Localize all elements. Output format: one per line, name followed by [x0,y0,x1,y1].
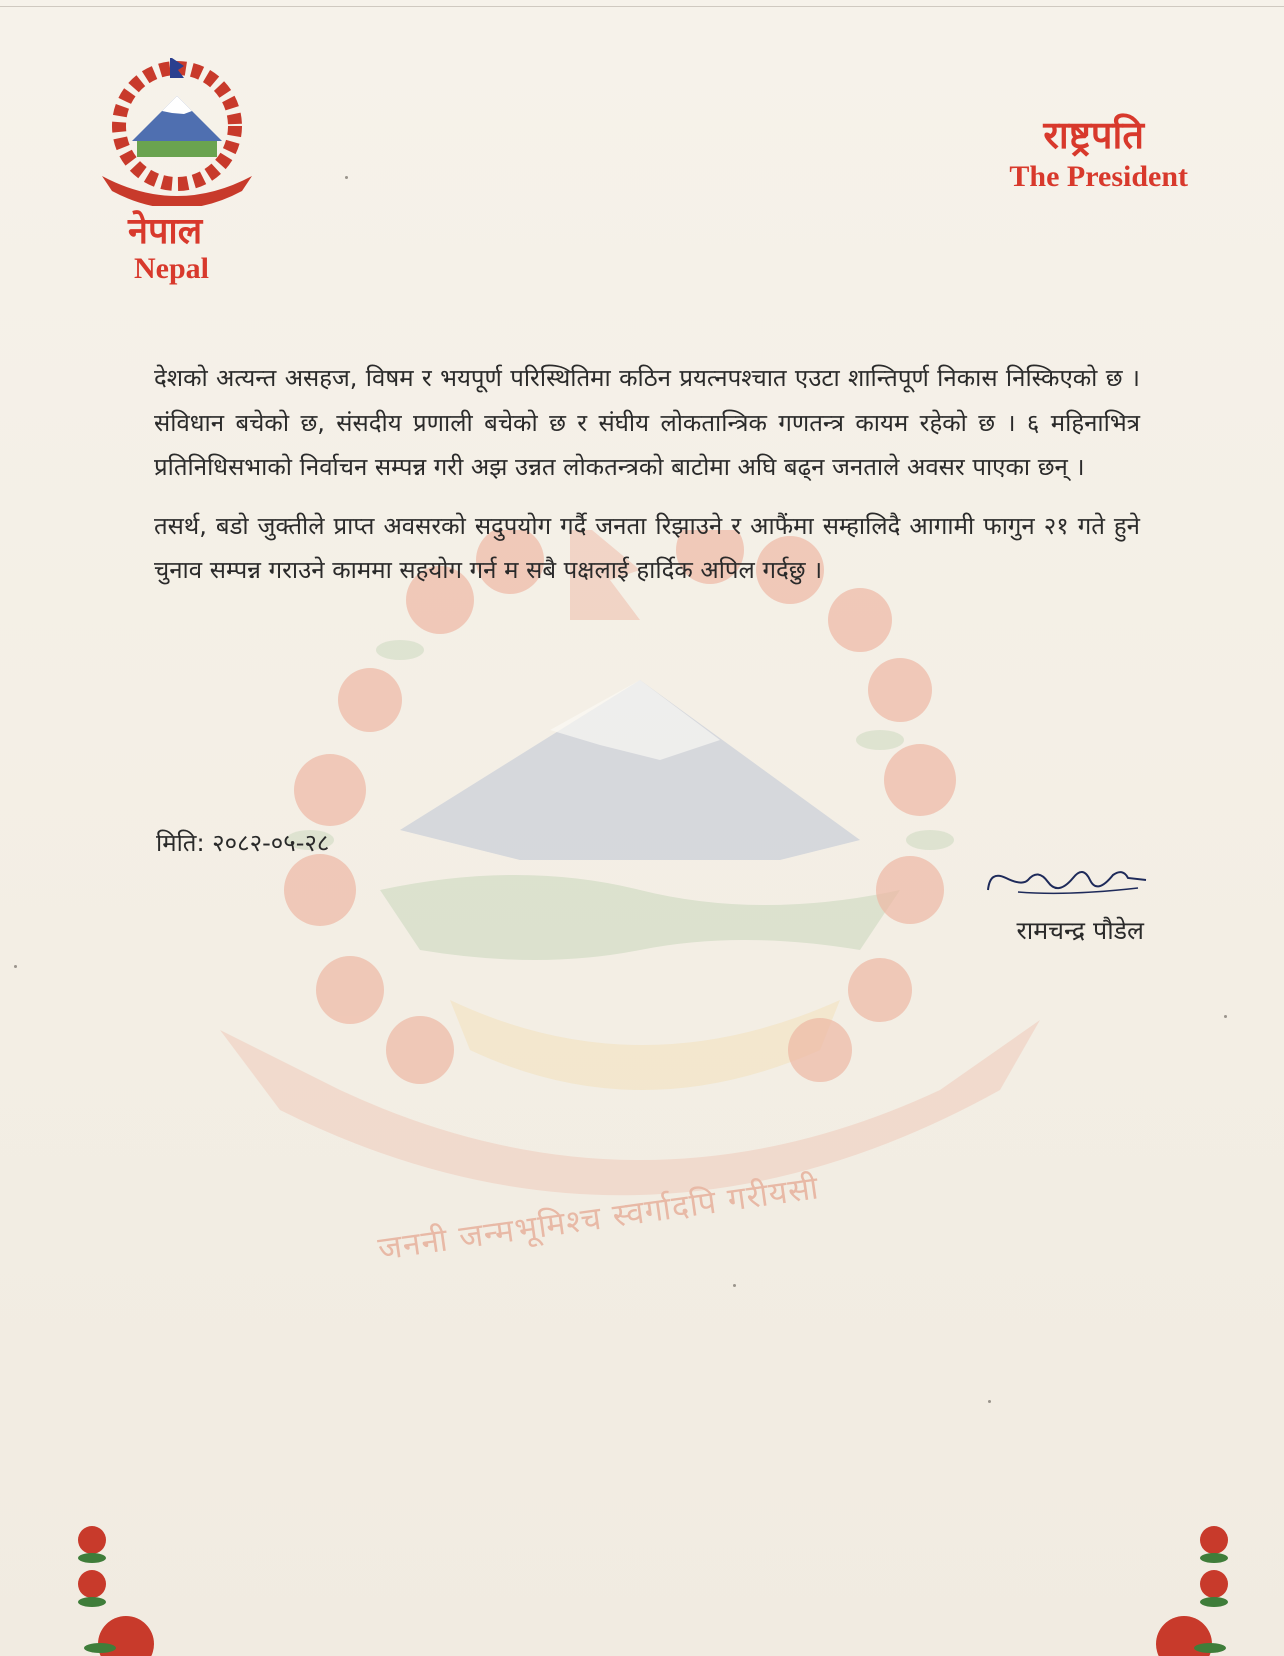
top-border [0,6,1284,7]
coat-of-arms-watermark [220,530,1100,1290]
letter-date: मिति: २०८२-०५-२८ [156,829,330,857]
handwritten-signature [978,850,1148,910]
watermark-motto: जननी जन्मभूमिश्च स्वर्गादपि गरीयसी [375,1168,822,1268]
paper-speck [733,1284,736,1287]
country-name-english: Nepal [134,252,209,285]
country-name-nepali: नेपाल [128,210,203,252]
signatory-name: रामचन्द्र पौडेल [1016,916,1144,945]
nepal-emblem [92,56,262,206]
office-title-english: The President [1009,160,1188,193]
paper-speck [14,965,17,968]
office-title-nepali: राष्ट्रपति [1043,112,1144,157]
paper-speck [988,1400,991,1403]
rhododendron-corner-left-icon [70,1520,170,1656]
letter-body [154,356,1140,607]
paper-speck [1224,1015,1227,1018]
rhododendron-corner-right-icon [1140,1520,1240,1656]
letter-paragraph-1: देशको अत्यन्त असहज, विषम र भयपूर्ण परिस्थितिमा कठिन प्रयत्नपश्चात एउटा शान्तिपूर्ण निकास निस्किएको छ । संविधान बचेको छ, संसदीय प्रणाली बचेको छ र संघीय लोकतान्त्रिक गणतन्त्र कायम रहेको छ । ६ महिनाभित्र प्रतिनिधिसभाको निर्वाचन सम्पन्न गरी अझ उन्नत लोकतन्त्रको बाटोमा अघि बढ्न जनताले अवसर पाएका छन् । [154,364,1140,481]
paper-speck [345,176,348,179]
letter-paragraph-2: तसर्थ, बडो जुक्तीले प्राप्त अवसरको सदुपयोग गर्दै जनता रिझाउने र आफैंमा सम्हालिदै आगामी फागुन २१ गते हुने चुनाव सम्पन्न गराउने काममा सहयोग गर्न म सबै पक्षलाई हार्दिक अपिल गर्दछु । [154,511,1140,584]
